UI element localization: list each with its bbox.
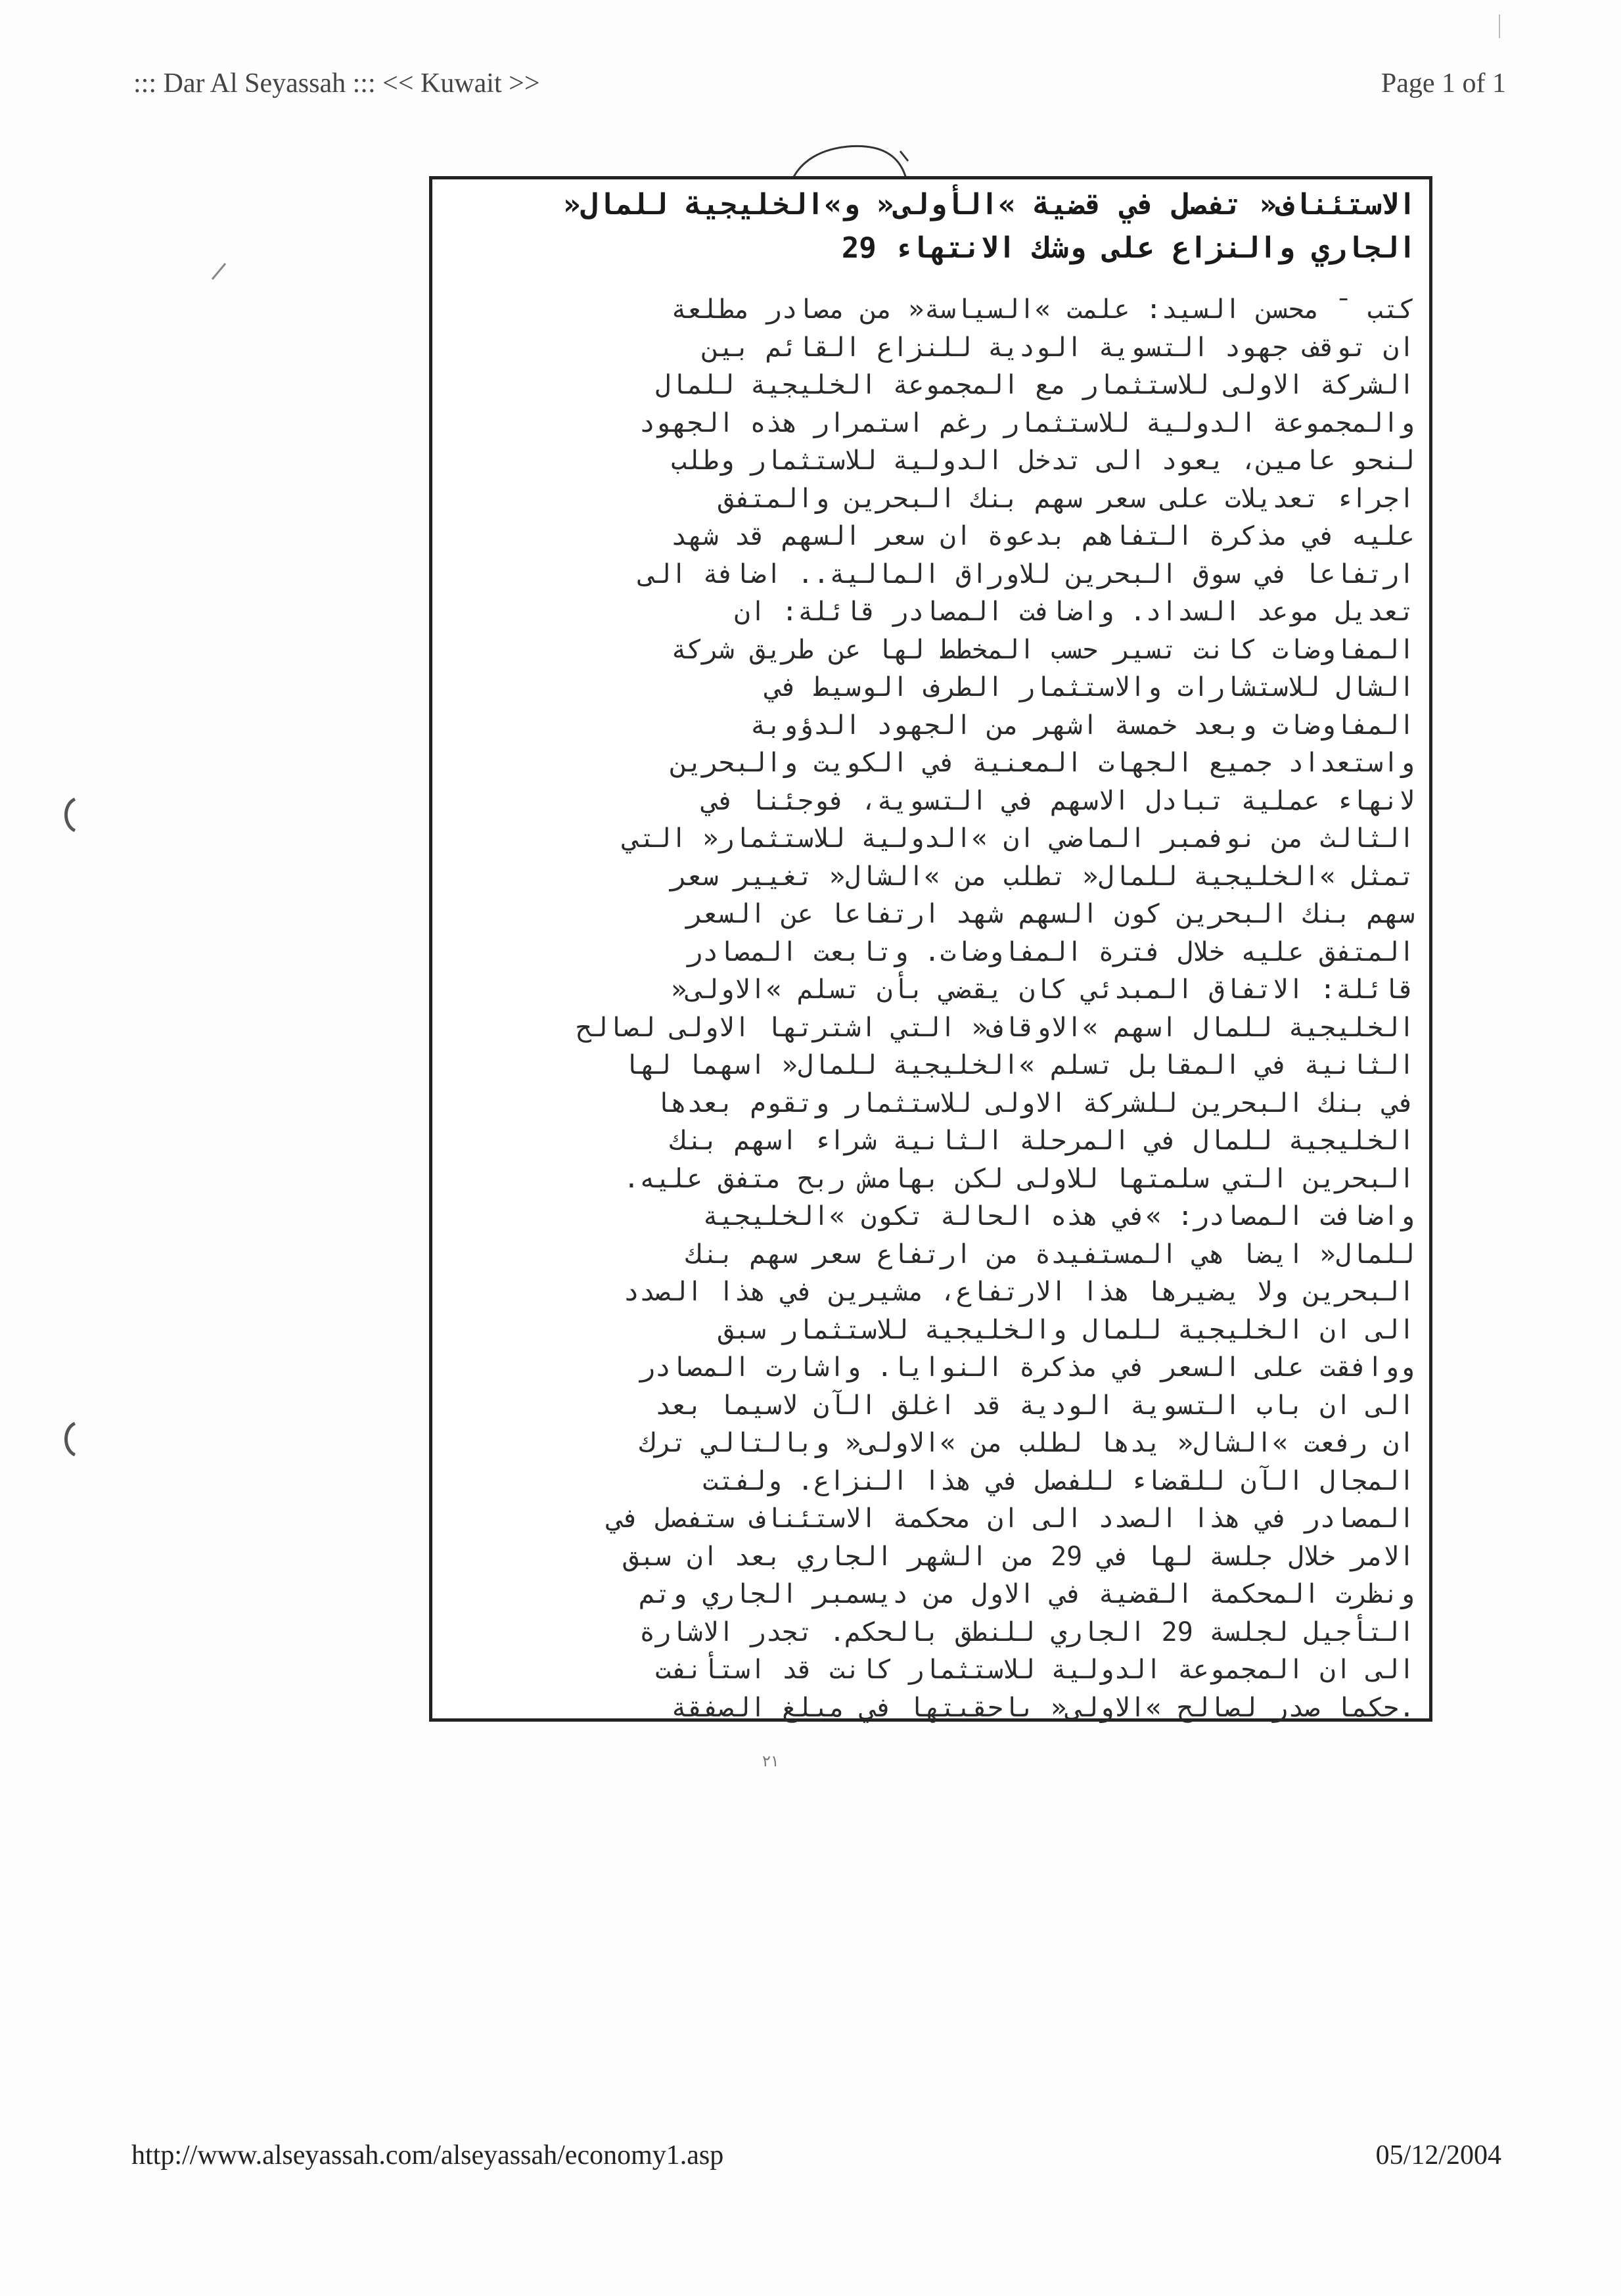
body-line: قائلة: الاتفاق المبدئي كان يقضي بأن تسلم »الاولى« [671,975,1415,1005]
body-line: ان رفعت »الشال« يدها لطلب من »الاولى« وبالتالي ترك [639,1428,1415,1458]
article-headline [457,183,1416,270]
punch-hole-mark [59,795,79,835]
body-line: الى ان باب التسوية الودية قد اغلق الآن لاسيما بعد [655,1390,1415,1421]
body-line: للمال« ايضا هي المستفيدة من ارتفاع سعر سهم بنك [687,1239,1415,1270]
body-line: الامر خلال جلسة لها في 29 من الشهر الجاري بعد ان سبق [623,1541,1415,1572]
body-line: المتفق عليه خلال فترة المفاوضات. وتابعت المصادر [687,936,1415,967]
body-line: الى ان الخليجية للمال والخليجية للاستثمار سبق [718,1314,1415,1345]
body-line: المفاوضات وبعد خمسة اشهر من الجهود الدؤوبة [750,710,1415,741]
footer-url: http://www.alseyassah.com/alseyassah/economy1.asp [131,2140,724,2170]
article-box [429,176,1432,1722]
scan-mark [1496,13,1503,39]
body-line: اجراء تعديلات على سعر سهم بنك البحرين والمتفق [718,483,1415,514]
body-line: ارتفاعا في سوق البحرين للاوراق المالية.. اضافة الى [639,559,1415,589]
body-line: التأجيل لجلسة 29 الجاري للنطق بالحكم. تجدر الاشارة [639,1617,1415,1647]
body-line: الشال للاستشارات والاستثمار الطرف الوسيط في [765,672,1415,702]
footer-date: 05/12/2004 [1375,2140,1501,2170]
body-line: المفاوضات كانت تسير حسب المخطط لها عن طريق شركة [671,634,1415,665]
body-line: عليه في مذكرة التفاهم بدعوة ان سعر السهم قد شهد [671,521,1415,551]
body-line: والمجموعة الدولية للاستثمار رغم استمرار هذه الجهود [639,407,1415,438]
headline-line: الجاري والنزاع على وشك الانتهاء 29 [841,231,1416,265]
body-line: ان توقف جهود التسوية الودية للنزاع القائم بين [702,332,1415,363]
page-number-mark: ٢١ [762,1752,779,1770]
body-line: ووافقت على السعر في مذكرة النوايا. واشارت المصادر [639,1352,1415,1383]
body-line: لنحو عامين، يعود الى تدخل الدولية للاستثمار وطلب [671,446,1415,476]
body-line: الثالث من نوفمبر الماضي ان »الدولية للاستثمار« التي [623,823,1415,854]
punch-hole-mark [59,1419,79,1459]
body-line: المجال الآن للقضاء للفصل في هذا النزاع. ولفتت [702,1465,1415,1496]
header-site-title: ::: Dar Al Seyassah ::: << Kuwait >> [133,68,540,99]
body-line: تمثل »الخليجية للمال« تطلب من »الشال« تغيير سعر [671,861,1415,892]
headline-line: الاستئناف« تفصل في قضية »الأولى« و»الخليجية للمال« [562,188,1416,221]
body-line: البحرين ولا يضيرها هذا الارتفاع، مشيرين في هذا الصدد [623,1277,1415,1307]
body-line: لانهاء عملية تبادل الاسهم في التسوية، فوجئنا في [702,785,1415,816]
body-line: في بنك البحرين للشركة الاولى للاستثمار وتقوم بعدها [655,1088,1415,1118]
body-line: الخليجية للمال في المرحلة الثانية شراء اسهم بنك [671,1126,1415,1156]
body-line: الشركة الاولى للاستثمار مع المجموعة الخليجية للمال [655,370,1415,400]
body-line: الثانية في المقابل تسلم »الخليجية للمال« اسهما لها [623,1050,1415,1080]
article-body [449,291,1415,1727]
body-line: الى ان المجموعة الدولية للاستثمار كانت قد استأنفت [655,1655,1415,1685]
body-line: المصادر في هذا الصدد الى ان محكمة الاستئناف ستفصل في [607,1504,1415,1534]
body-line: البحرين التي سلمتها للاولى لكن بهامش ربح متفق عليه. [623,1163,1415,1194]
header-page-number: Page 1 of 1 [1381,68,1506,99]
body-line: واستعداد جميع الجهات المعنية في الكويت والبحرين [671,748,1415,778]
body-line: واضافت المصادر: »في هذه الحالة تكون »الخليجية [702,1201,1415,1231]
body-line: الخليجية للمال اسهم »الاوقاف« التي اشترتها الاولى لصالح [576,1012,1415,1043]
body-line: سهم بنك البحرين كون السهم شهد ارتفاعا عن السعر [687,899,1415,929]
body-line: كتب ¯ محسن السيد: علمت »السياسة« من مصادر مطلعة [671,294,1415,325]
body-line: .حكما صدر لصالح »الاولى« باحقيتها في مبلغ الصفقة [671,1692,1415,1723]
pencil-mark [209,262,229,281]
body-line: ونظرت المحكمة القضية في الاول من ديسمبر الجاري وتم [639,1579,1415,1609]
body-line: تعديل موعد السداد. واضافت المصادر قائلة: ان [734,597,1415,627]
